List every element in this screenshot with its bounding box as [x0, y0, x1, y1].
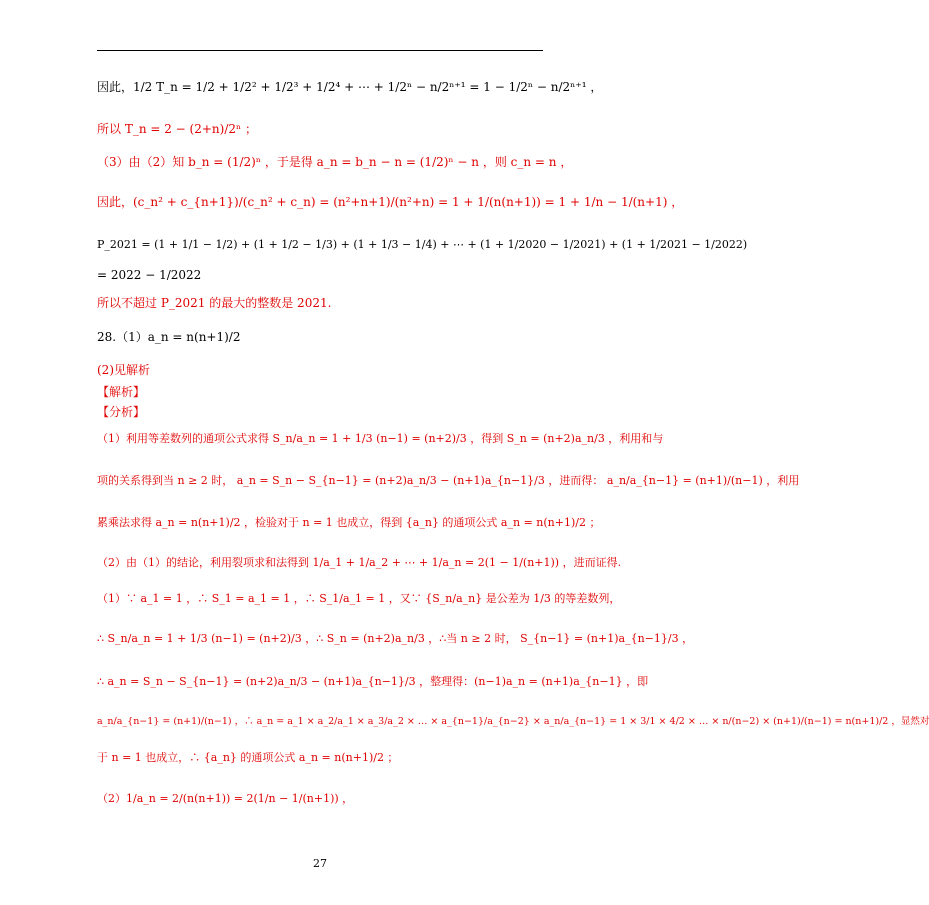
text-line: 因此，(c_n² + c_{n+1})/(c_n² + c_n) = (n²+n+1)/(n²+n) = 1 + 1/(n(n+1)) = 1 + 1/n − 1/(n+1) ， — [97, 195, 684, 209]
text-line: （3）由（2）知 b_n = (1/2)ⁿ ，于是得 a_n = b_n − n = (1/2)ⁿ − n ，则 c_n = n ， — [97, 155, 573, 169]
text-line: 累乘法求得 a_n = n(n+1)/2 ，检验对于 n = 1 也成立，得到 {a_n} 的通项公式 a_n = n(n+1)/2 ； — [97, 516, 601, 529]
text-line: P_2021 = (1 + 1/1 − 1/2) + (1 + 1/2 − 1/3) + (1 + 1/3 − 1/4) + ⋯ + (1 + 1/2020 − 1/2021) + (1 + 1/2021 − 1/2022) — [97, 238, 748, 251]
text-line: ∴ S_n/a_n = 1 + 1/3 (n−1) = (n+2)/3 ，∴ S_n = (n+2)a_n/3 ，∴当 n ≥ 2 时， S_{n−1} = (n+1)a_{n−1}/3 ， — [97, 632, 694, 645]
text-line: 因此，1/2 T_n = 1/2 + 1/2² + 1/2³ + 1/2⁴ + ⋯ + 1/2ⁿ − n/2ⁿ⁺¹ = 1 − 1/2ⁿ − n/2ⁿ⁺¹ ， — [97, 80, 603, 94]
text-line: （1）∵ a_1 = 1 ，∴ S_1 = a_1 = 1 ，∴ S_1/a_1 = 1 ，又∵ {S_n/a_n} 是公差为 1/3 的等差数列， — [97, 592, 621, 605]
text-line: (2)见解析 — [97, 363, 150, 377]
text-line: 所以不超过 P_2021 的最大的整数是 2021. — [97, 296, 332, 310]
text-line: = 2022 − 1/2022 — [97, 268, 202, 282]
text-line: 【解析】 — [97, 385, 146, 399]
text-line: （2）由（1）的结论，利用裂项求和法得到 1/a_1 + 1/a_2 + ⋯ + 1/a_n = 2(1 − 1/(n+1)) ，进而证得. — [97, 556, 622, 569]
text-line: 项的关系得到当 n ≥ 2 时， a_n = S_n − S_{n−1} = (n+2)a_n/3 − (n+1)a_{n−1}/3 ，进而得： a_n/a_{n−1} = (n+1)/(n−1) ，利用 — [97, 474, 800, 487]
page-number: 27 — [313, 857, 327, 870]
text-line: （1）利用等差数列的通项公式求得 S_n/a_n = 1 + 1/3 (n−1) = (n+2)/3 ，得到 S_n = (n+2)a_n/3 ，利用和与 — [97, 432, 664, 445]
text-line: ∴ a_n = S_n − S_{n−1} = (n+2)a_n/3 − (n+1)a_{n−1}/3 ，整理得：(n−1)a_n = (n+1)a_{n−1} ，即 — [97, 675, 649, 688]
text-line: （2）1/a_n = 2/(n(n+1)) = 2(1/n − 1/(n+1)) ， — [97, 792, 354, 805]
text-line: 所以 T_n = 2 − (2+n)/2ⁿ ； — [97, 122, 258, 136]
text-line: 【分析】 — [97, 405, 146, 419]
text-line: 28.（1）a_n = n(n+1)/2 — [97, 330, 241, 344]
text-line: 于 n = 1 也成立，∴ {a_n} 的通项公式 a_n = n(n+1)/2 ； — [97, 751, 399, 764]
text-line: a_n/a_{n−1} = (n+1)/(n−1) ，∴ a_n = a_1 × a_2/a_1 × a_3/a_2 × … × a_{n−1}/a_{n−2} × a_n/a_{n−1} = 1 × 3/1 × 4/2 × … × n/(n−2) × (n+1)/(n−1) = n(n+1)/2 ，显然对 — [97, 716, 929, 727]
header-rule — [97, 50, 543, 51]
